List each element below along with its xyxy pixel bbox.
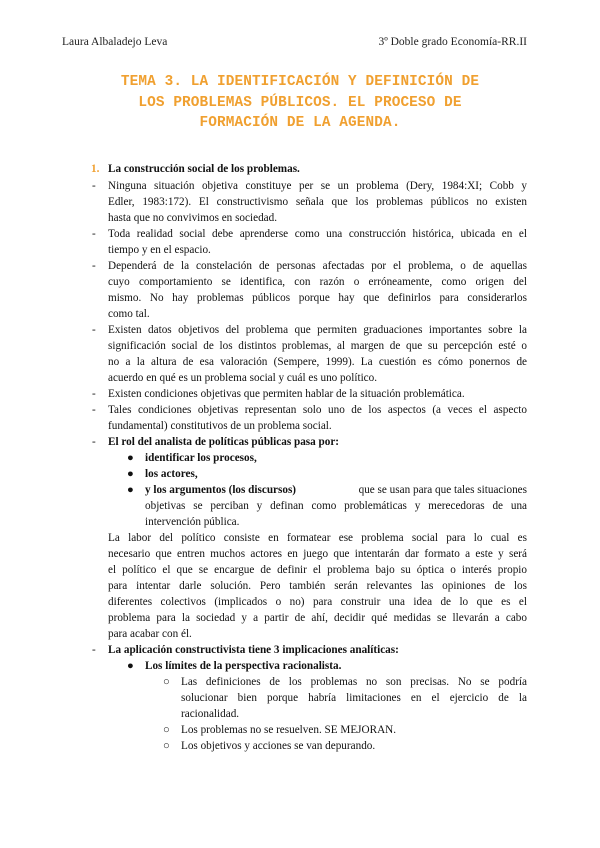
text-line: intervención pública. bbox=[145, 516, 240, 528]
text-line: mismo. No hay problemas públicos porque hay que definirlos para considerarlos bbox=[108, 292, 527, 304]
bullet-marker: ● bbox=[127, 452, 134, 464]
dash-marker: - bbox=[92, 260, 96, 272]
text-line: necesario que entren muchos actores en juego que intentarán dar formato a este y será bbox=[108, 548, 527, 560]
title-line: FORMACIÓN DE LA AGENDA. bbox=[199, 115, 401, 131]
title-line: TEMA 3. LA IDENTIFICACIÓN Y DEFINICIÓN DE bbox=[120, 74, 480, 90]
text-line: no a la altura de esa valoración (Sempere, 1999). La cuestión es cómo ponernos de bbox=[108, 356, 527, 368]
bullet-marker: ● bbox=[127, 468, 134, 480]
text-line: hasta que no convivimos en sociedad. bbox=[108, 212, 278, 224]
text-line: Los objetivos y acciones se van depurando. bbox=[181, 740, 376, 752]
text-line: Los problemas no se resuelven. SE MEJORAN. bbox=[181, 724, 397, 736]
text-line: Dependerá de la constelación de personas afectadas por el problema, o de aquellas bbox=[108, 260, 527, 272]
text-line: solucionar bien porque habría limitaciones en el ejercicio de la bbox=[181, 692, 527, 704]
circle-marker: ○ bbox=[163, 676, 170, 688]
text-line: diferentes colectivos (implicados o no) para construir una idea de lo que es el bbox=[108, 596, 527, 608]
text-line: Existen condiciones objetivas que permiten hablar de la situación problemática. bbox=[108, 388, 465, 400]
text-line: Existen datos objetivos del problema que permiten graduaciones importantes sobre la bbox=[108, 324, 527, 336]
text-line: Tales condiciones objetivas representan solo uno de los aspectos (a veces el aspecto bbox=[108, 404, 527, 416]
text-line: para intentar darle solución. Pero también serán relevantes las opiniones de los bbox=[108, 580, 527, 592]
text-line: el político el que se encargue de definir el problema bajo su óptica o interés propio bbox=[108, 564, 527, 576]
dash-marker: - bbox=[92, 436, 96, 448]
text-line: problema para la sociedad y a partir de ahí, decidir qué medidas se llevarán a cabo bbox=[108, 612, 527, 624]
bullet-marker: ● bbox=[127, 484, 134, 496]
text-line: Ninguna situación objetiva constituye per se un problema (Dery, 1984:XI; Cobb y bbox=[108, 180, 527, 192]
section-heading: La construcción social de los problemas. bbox=[108, 163, 300, 175]
circle-marker: ○ bbox=[163, 724, 170, 736]
text-line: Los límites de la perspectiva racionalista. bbox=[145, 660, 342, 672]
text-line: tiempo y en el espacio. bbox=[108, 244, 211, 256]
text-line: identificar los procesos, bbox=[145, 452, 257, 464]
text-line bbox=[145, 483, 527, 498]
text-line: acuerdo en qué es un problema social y cuál es uno político. bbox=[108, 372, 378, 384]
header-course: 3º Doble grado Economía-RR.II bbox=[378, 36, 527, 48]
text-line: como tal. bbox=[108, 308, 150, 320]
document-title bbox=[60, 72, 540, 134]
header-author: Laura Albaladejo Leva bbox=[62, 36, 168, 48]
text-line-bold-part: y los argumentos (los discursos) bbox=[145, 484, 297, 496]
dash-marker: - bbox=[92, 324, 96, 336]
text-line-regular-part: que se usan para que tales situaciones bbox=[358, 484, 527, 496]
text-line: objetivas se perciban y definan como problemáticas y merecedoras de una bbox=[145, 500, 527, 512]
section-number: 1. bbox=[91, 163, 100, 175]
dash-marker: - bbox=[92, 644, 96, 656]
text-line: los actores, bbox=[145, 468, 198, 480]
text-line: para acabar con él. bbox=[108, 628, 192, 640]
dash-marker: - bbox=[92, 404, 96, 416]
text-line: Toda realidad social debe aprenderse como una construcción histórica, ubicada en el bbox=[108, 228, 527, 240]
text-line: cuyo comportamiento se identifica, con razón o erróneamente, como origen del bbox=[108, 276, 527, 288]
text-line: El rol del analista de políticas públicas pasa por: bbox=[108, 436, 340, 448]
text-line: La aplicación constructivista tiene 3 implicaciones analíticas: bbox=[108, 644, 399, 656]
text-line: fundamental) constitutivos de un problema social. bbox=[108, 420, 332, 432]
title-line: LOS PROBLEMAS PÚBLICOS. EL PROCESO DE bbox=[138, 94, 462, 111]
dash-marker: - bbox=[92, 388, 96, 400]
text-line: La labor del político consiste en formatear ese problema social para lo cual es bbox=[108, 532, 527, 544]
dash-marker: - bbox=[92, 180, 96, 192]
bullet-marker: ● bbox=[127, 660, 134, 672]
text-line: significación social de los distintos problemas, al margen de que su percepción esté o bbox=[108, 340, 527, 352]
text-line: Las definiciones de los problemas no son precisas. No se podría bbox=[181, 676, 527, 688]
dash-marker: - bbox=[92, 228, 96, 240]
circle-marker: ○ bbox=[163, 740, 170, 752]
text-line: Edler, 1983:172). El constructivismo señala que los problemas públicos no existen bbox=[108, 196, 527, 208]
text-line: racionalidad. bbox=[181, 708, 240, 720]
